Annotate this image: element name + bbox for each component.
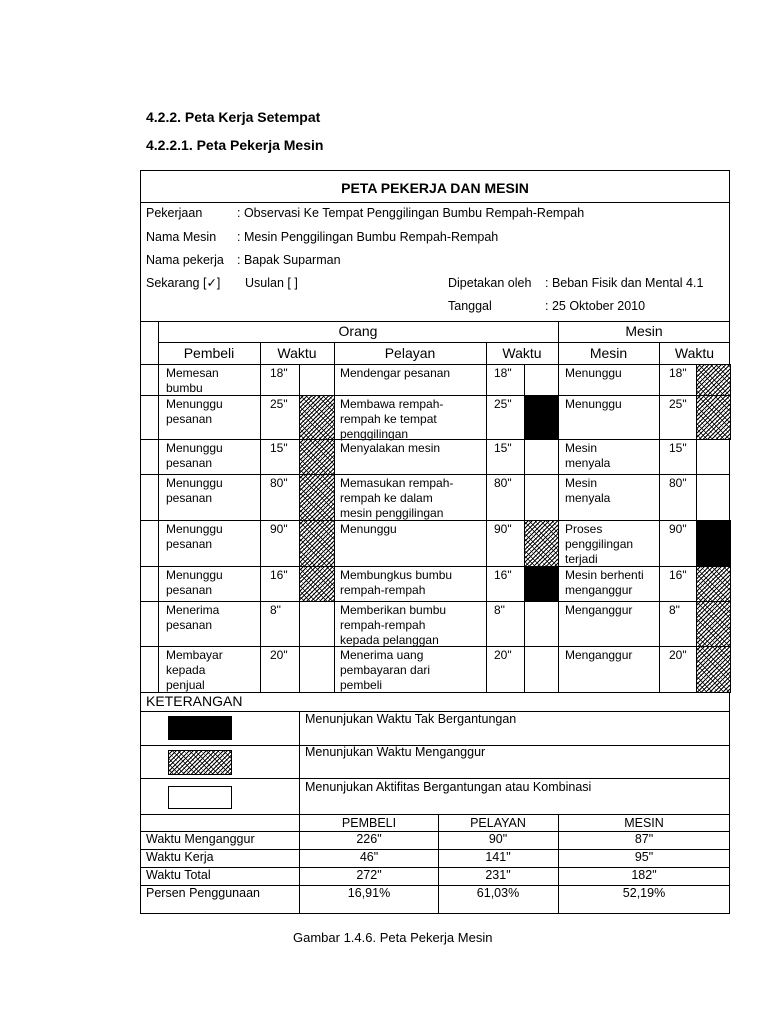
mesin-time-cell: 15" <box>669 441 687 455</box>
divider <box>158 321 159 692</box>
column-header-pelayan: Pelayan <box>384 345 436 361</box>
pembeli-time-cell: 80" <box>270 476 288 490</box>
idle-time-block <box>299 566 335 602</box>
summary-cell: 46" <box>359 850 379 864</box>
divider <box>158 342 730 343</box>
summary-header-pelayan: PELAYAN <box>470 816 526 830</box>
pelayan-cell: Menunggu <box>340 522 397 536</box>
summary-cell: 52,19% <box>622 886 666 900</box>
pelayan-time-cell: 8" <box>494 603 505 617</box>
pembeli-cell: Menunggu pesanan <box>166 441 223 470</box>
mesin-cell: Proses penggilingan terjadi <box>565 522 634 566</box>
legend-white-text: Menunjukan Aktifitas Bergantungan atau Kombinasi <box>305 780 592 794</box>
pelayan-time-cell: 80" <box>494 476 512 490</box>
pembeli-cell: Menunggu pesanan <box>166 522 223 551</box>
legend-black-swatch <box>168 716 232 740</box>
sekarang-label: Sekarang [✓] <box>146 276 221 290</box>
pelayan-time-cell: 20" <box>494 648 512 662</box>
mesin-time-cell: 20" <box>669 648 687 662</box>
summary-header-pembeli: PEMBELI <box>341 816 397 830</box>
independent-time-block <box>524 395 559 440</box>
idle-time-block <box>696 601 731 647</box>
divider <box>260 342 261 692</box>
idle-time-block <box>299 439 335 475</box>
independent-time-block <box>524 566 559 602</box>
summary-cell: 141" <box>485 850 511 864</box>
idle-time-block <box>299 395 335 440</box>
mesin-cell: Mesin berhenti menganggur <box>565 568 644 597</box>
summary-cell: 231" <box>485 868 511 882</box>
idle-time-block <box>299 474 335 521</box>
pembeli-cell: Memesan bumbu <box>166 366 219 395</box>
summary-row-label: Persen Penggunaan <box>146 886 260 900</box>
mesin-cell: Mesin menyala <box>565 476 611 505</box>
summary-cell: 95" <box>634 850 654 864</box>
summary-header-mesin: MESIN <box>624 816 664 830</box>
idle-time-block <box>524 520 559 567</box>
divider <box>659 342 660 692</box>
mesin-label: Nama Mesin <box>146 230 217 244</box>
summary-row-label: Waktu Total <box>146 868 211 882</box>
idle-time-block <box>299 520 335 567</box>
pelayan-cell: Membawa rempah- rempah ke tempat penggilingan <box>340 397 444 441</box>
mesin-cell: Menganggur <box>565 603 633 617</box>
pekerjaan-value: : Observasi Ke Tempat Penggilingan Bumbu Rempah-Rempah <box>237 206 585 220</box>
pekerjaan-label: Pekerjaan <box>146 206 203 220</box>
divider <box>140 474 730 475</box>
pembeli-time-cell: 16" <box>270 568 288 582</box>
column-header-waktu1: Waktu <box>277 345 317 361</box>
pembeli-cell: Menunggu pesanan <box>166 476 223 505</box>
legend-hatch-swatch <box>168 750 232 775</box>
divider <box>140 745 730 746</box>
pelayan-time-cell: 18" <box>494 366 512 380</box>
divider <box>486 342 487 692</box>
group-header-orang: Orang <box>338 323 378 339</box>
idle-time-block <box>696 646 731 693</box>
idle-time-block <box>696 364 731 396</box>
divider <box>140 395 730 396</box>
pelayan-cell: Menerima uang pembayaran dari pembeli <box>340 648 431 692</box>
summary-cell: 272" <box>356 868 382 882</box>
divider <box>140 202 730 203</box>
pembeli-cell: Membayar kepada penjual <box>166 648 223 692</box>
column-header-mesin: Mesin <box>589 345 628 361</box>
pembeli-time-cell: 15" <box>270 441 288 455</box>
group-header-mesin: Mesin <box>625 323 663 339</box>
pelayan-time-cell: 16" <box>494 568 512 582</box>
pelayan-cell: Membungkus bumbu rempah-rempah <box>340 568 453 597</box>
pelayan-cell: Memasukan rempah- rempah ke dalam mesin penggilingan <box>340 476 454 520</box>
figure-caption: Gambar 1.4.6. Peta Pekerja Mesin <box>293 930 493 945</box>
legend-white-swatch <box>168 786 232 809</box>
mesin-cell: Menunggu <box>565 366 622 380</box>
summary-cell: 90" <box>488 832 508 846</box>
mesin-cell: Menganggur <box>565 648 633 662</box>
pembeli-time-cell: 90" <box>270 522 288 536</box>
pelayan-cell: Memberikan bumbu rempah-rempah kepada pelanggan <box>340 603 447 647</box>
chart-title: PETA PEKERJA DAN MESIN <box>341 180 529 196</box>
pembeli-cell: Menunggu pesanan <box>166 397 223 426</box>
idle-time-block <box>696 395 731 440</box>
subsection-heading: 4.2.2.1. Peta Pekerja Mesin <box>146 137 324 153</box>
mesin-time-cell: 16" <box>669 568 687 582</box>
independent-time-block <box>696 520 731 567</box>
mesin-time-cell: 25" <box>669 397 687 411</box>
idle-time-block <box>696 566 731 602</box>
divider <box>558 321 559 692</box>
summary-cell: 16,91% <box>347 886 391 900</box>
divider <box>140 566 730 567</box>
summary-cell: 61,03% <box>476 886 520 900</box>
mesin-time-cell: 90" <box>669 522 687 536</box>
pembeli-cell: Menerima pesanan <box>166 603 220 632</box>
pembeli-time-cell: 25" <box>270 397 288 411</box>
pembeli-time-cell: 18" <box>270 366 288 380</box>
column-header-pembeli: Pembeli <box>183 345 235 361</box>
summary-cell: 87" <box>634 832 654 846</box>
summary-cell: 182" <box>631 868 657 882</box>
pekerja-value: : Bapak Suparman <box>237 253 341 267</box>
legend-black-text: Menunjukan Waktu Tak Bergantungan <box>305 712 517 726</box>
dipetakan-value: : Beban Fisik dan Mental 4.1 <box>545 276 704 290</box>
mesin-time-cell: 80" <box>669 476 687 490</box>
column-header-waktu2: Waktu <box>502 345 542 361</box>
mesin-time-cell: 18" <box>669 366 687 380</box>
pembeli-cell: Menunggu pesanan <box>166 568 223 597</box>
divider <box>140 814 730 815</box>
divider <box>140 364 730 365</box>
divider <box>140 711 730 712</box>
pelayan-time-cell: 90" <box>494 522 512 536</box>
pelayan-cell: Mendengar pesanan <box>340 366 451 380</box>
summary-row-label: Waktu Kerja <box>146 850 214 864</box>
divider <box>140 778 730 779</box>
divider <box>140 601 730 602</box>
tanggal-value: : 25 Oktober 2010 <box>545 299 646 313</box>
divider <box>299 711 300 914</box>
tanggal-label: Tanggal <box>448 299 492 313</box>
column-header-waktu3: Waktu <box>674 345 715 361</box>
pembeli-time-cell: 8" <box>270 603 281 617</box>
pembeli-time-cell: 20" <box>270 648 288 662</box>
summary-row-label: Waktu Menganggur <box>146 832 255 846</box>
pelayan-time-cell: 15" <box>494 441 512 455</box>
mesin-time-cell: 8" <box>669 603 680 617</box>
dipetakan-label: Dipetakan oleh <box>448 276 532 290</box>
divider <box>140 692 730 693</box>
pekerja-label: Nama pekerja <box>146 253 224 267</box>
mesin-value: : Mesin Penggilingan Bumbu Rempah-Rempah <box>237 230 499 244</box>
divider <box>140 321 730 322</box>
mesin-cell: Mesin menyala <box>565 441 611 470</box>
usulan-label: Usulan [ ] <box>245 276 298 290</box>
keterangan-title: KETERANGAN <box>146 693 243 709</box>
mesin-cell: Menunggu <box>565 397 622 411</box>
pelayan-cell: Menyalakan mesin <box>340 441 441 455</box>
section-heading: 4.2.2. Peta Kerja Setempat <box>146 109 321 125</box>
pelayan-time-cell: 25" <box>494 397 512 411</box>
legend-hatch-text: Menunjukan Waktu Menganggur <box>305 745 486 759</box>
summary-cell: 226" <box>356 832 382 846</box>
